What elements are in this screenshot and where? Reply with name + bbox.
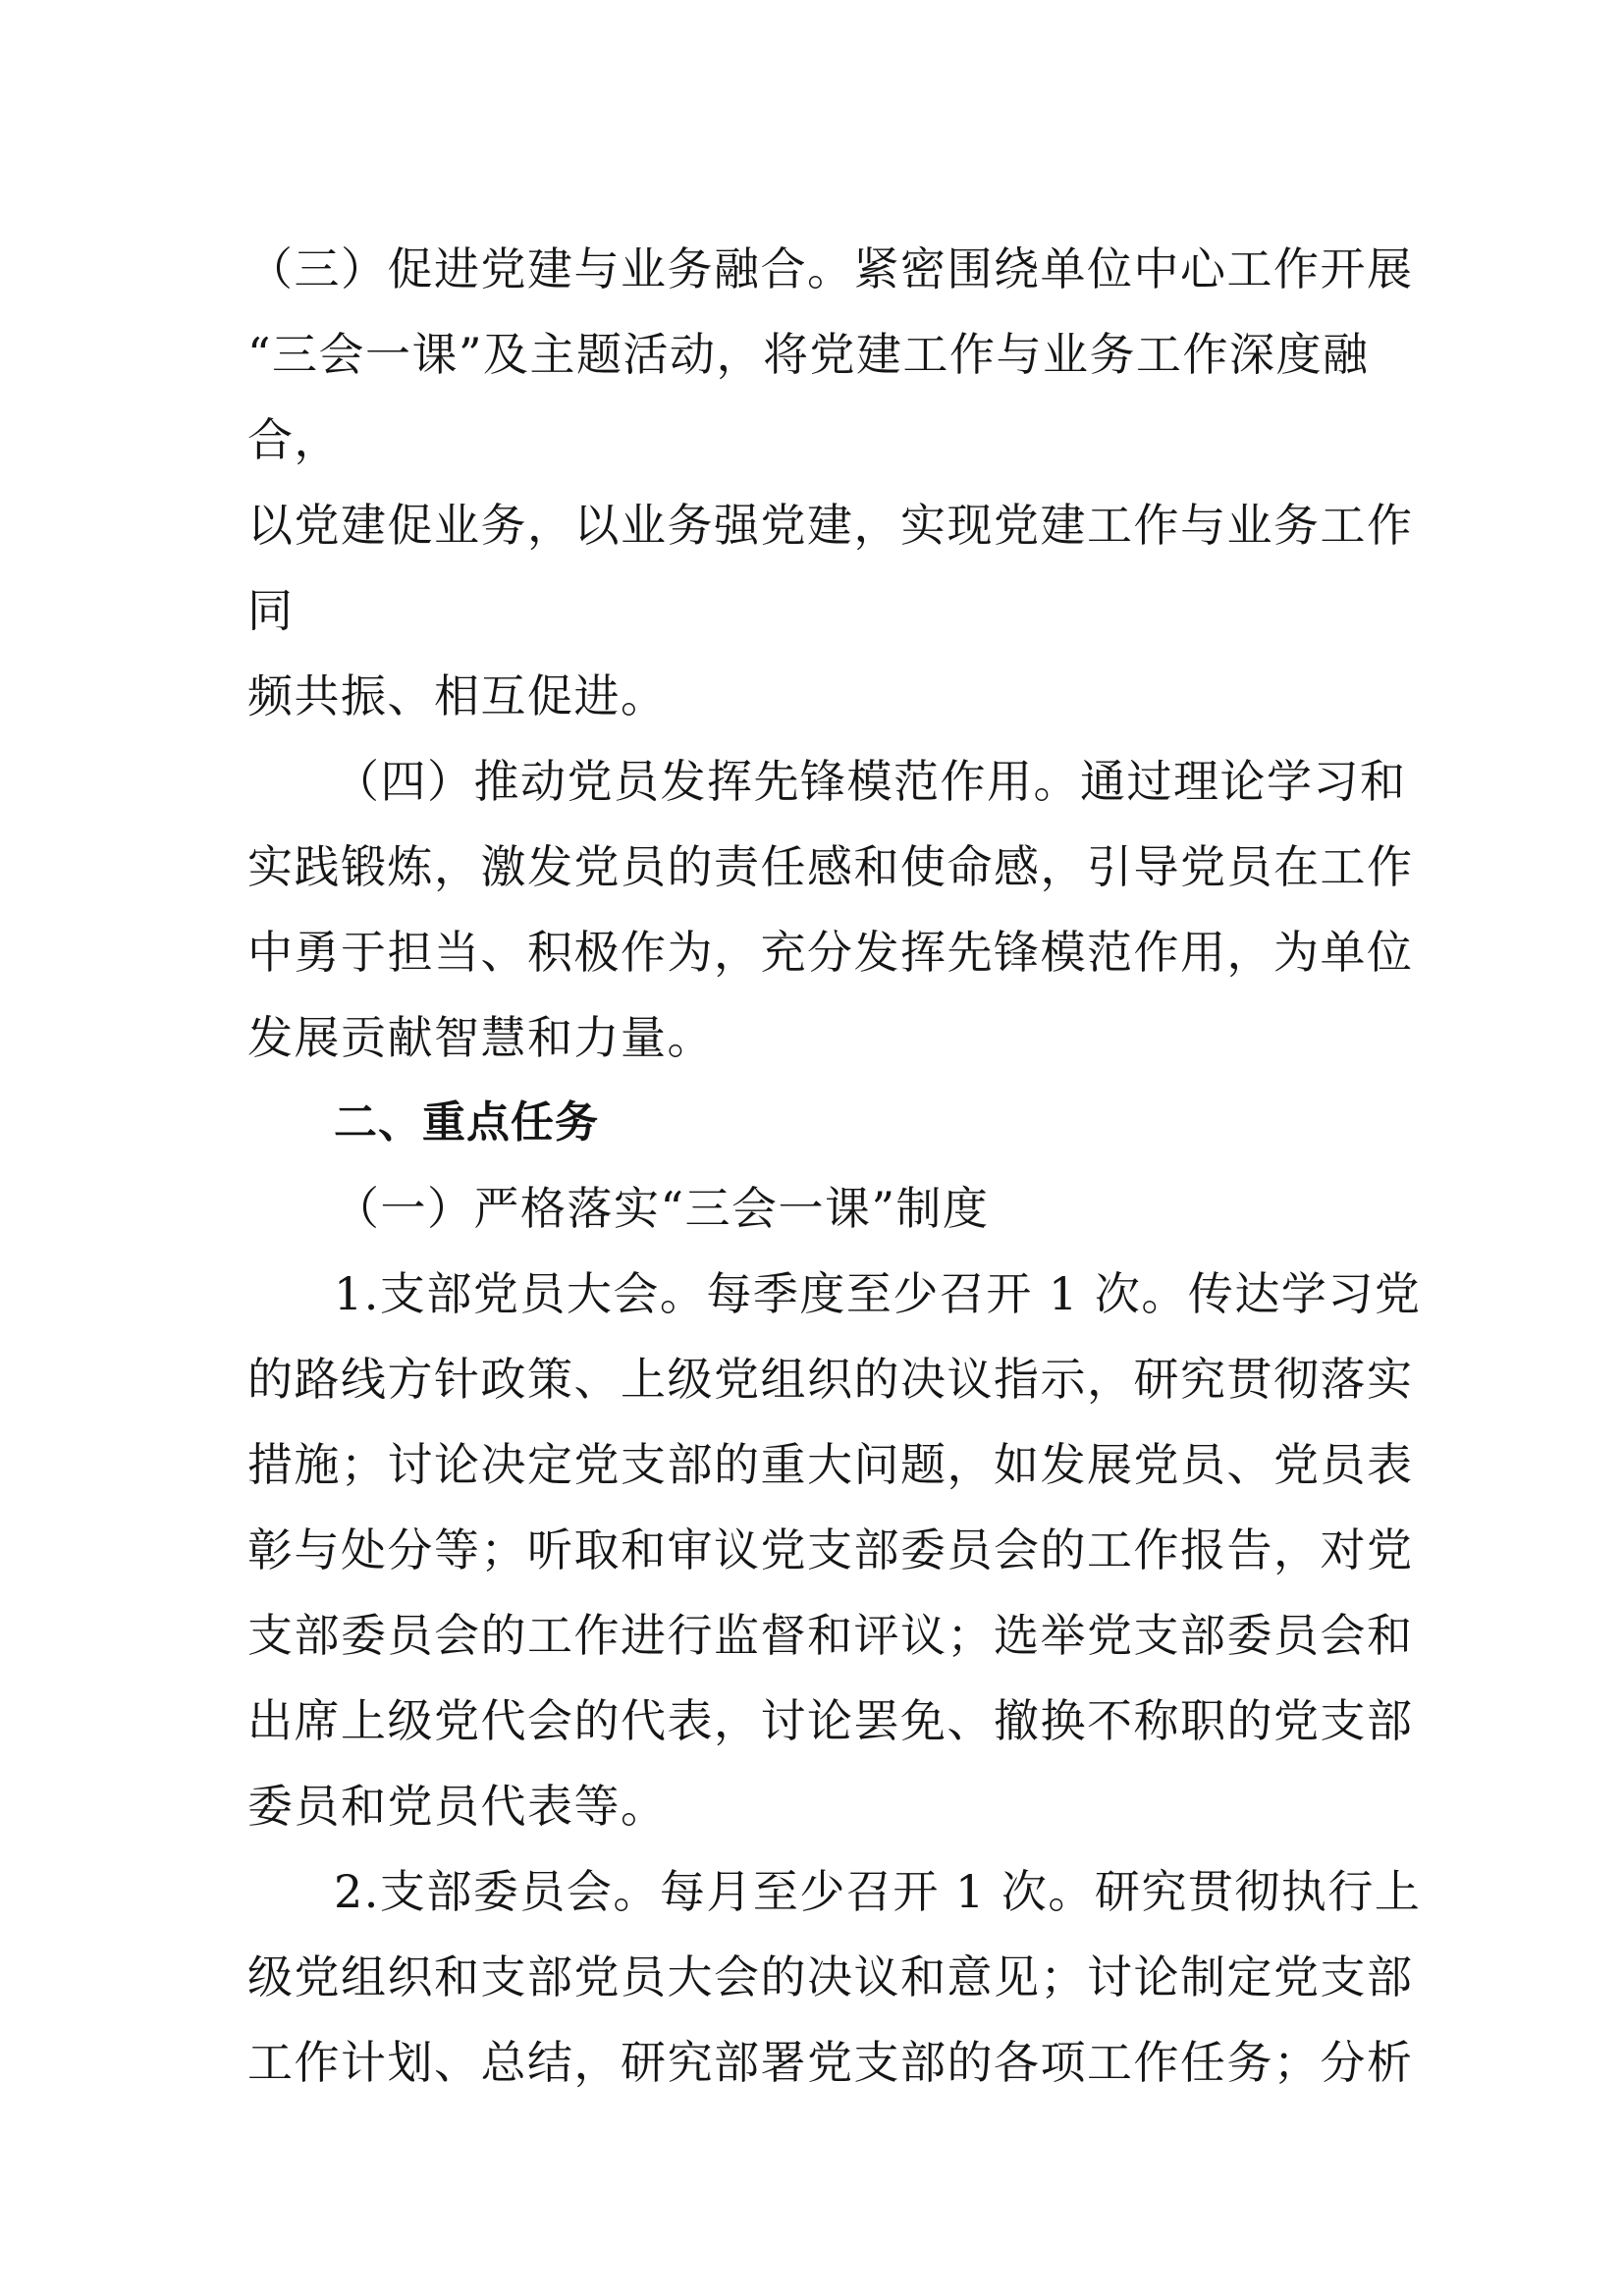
- paragraph-line: 合，: [247, 413, 341, 466]
- paragraph-line: 工作计划、总结，研究部署党支部的各项工作任务；分析: [247, 2036, 1414, 2089]
- paragraph-line: 发展贡献智慧和力量。: [247, 1011, 714, 1064]
- sub-heading: （一）严格落实“三会一课”制度: [334, 1182, 990, 1235]
- paragraph-line: 出席上级党代会的代表，讨论罢免、撤换不称职的党支部: [247, 1694, 1414, 1747]
- paragraph-line: （四）推动党员发挥先锋模范作用。通过理论学习和: [334, 755, 1407, 808]
- paragraph-line: 支部委员会的工作进行监督和评议；选举党支部委员会和: [247, 1609, 1414, 1662]
- paragraph-line: 频共振、相互促进。: [247, 669, 668, 722]
- section-heading: 二、重点任务: [334, 1097, 599, 1148]
- paragraph-line: 委员和党员代表等。: [247, 1780, 668, 1833]
- paragraph-line: 级党组织和支部党员大会的决议和意见；讨论制定党支部: [247, 1950, 1414, 2003]
- paragraph-line: 彰与处分等；听取和审议党支部委员会的工作报告，对党: [247, 1523, 1414, 1576]
- paragraph-line: 以党建促业务，以业务强党建，实现党建工作与业务工作: [247, 499, 1414, 552]
- paragraph-line: 措施；讨论决定党支部的重大问题，如发展党员、党员表: [247, 1438, 1414, 1491]
- paragraph-line: 的路线方针政策、上级党组织的决议指示，研究贯彻落实: [247, 1353, 1414, 1406]
- paragraph-line: 同: [247, 584, 295, 637]
- paragraph-line: “三会一课”及主题活动，将党建工作与业务工作深度融: [247, 328, 1370, 381]
- paragraph-line: 实践锻炼，激发党员的责任感和使命感，引导党员在工作: [247, 840, 1414, 893]
- paragraph-line: 2.支部委员会。每月至少召开 1 次。研究贯彻执行上: [334, 1865, 1422, 1918]
- paragraph-line: 1.支部党员大会。每季度至少召开 1 次。传达学习党: [334, 1267, 1422, 1320]
- paragraph-line: （三）促进党建与业务融合。紧密围绕单位中心工作开展: [247, 242, 1414, 295]
- paragraph-line: 中勇于担当、积极作为，充分发挥先锋模范作用，为单位: [247, 926, 1414, 979]
